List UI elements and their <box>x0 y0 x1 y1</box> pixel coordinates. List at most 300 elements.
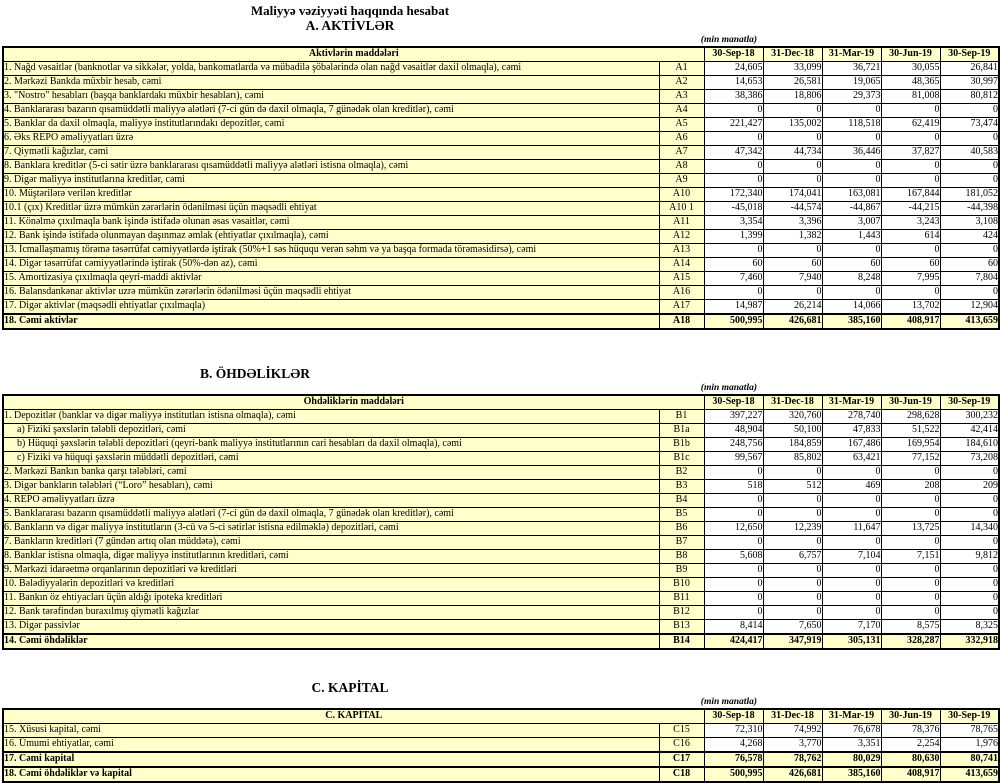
row-label: 16. Ümumi ehtiyatlar, cəmi <box>3 738 659 753</box>
value-cell: 328,287 <box>881 634 940 649</box>
value-cell: 278,740 <box>822 410 881 424</box>
value-cell: 0 <box>881 104 940 118</box>
table-row <box>3 634 999 649</box>
section-gap <box>0 650 1000 677</box>
value-cell: 167,844 <box>881 188 940 202</box>
value-cell: 37,827 <box>881 146 940 160</box>
value-cell: 80,741 <box>940 752 999 767</box>
value-cell: 80,630 <box>881 752 940 767</box>
liabilities-table <box>2 394 1000 650</box>
value-cell: -44,867 <box>822 202 881 216</box>
value-cell: 0 <box>704 494 763 508</box>
table-row <box>3 76 999 90</box>
value-cell: 62,419 <box>881 118 940 132</box>
date-column-header: 31-Mar-19 <box>822 395 881 410</box>
value-cell: 48,904 <box>704 424 763 438</box>
value-cell: 60 <box>881 258 940 272</box>
value-cell: 305,131 <box>822 634 881 649</box>
value-cell: 0 <box>881 494 940 508</box>
row-code: B7 <box>659 536 704 550</box>
value-cell: 60 <box>940 258 999 272</box>
row-label: 12. Bank tərəfindən buraxılmış qiymətli kağızlar <box>3 606 659 620</box>
row-code: A9 <box>659 174 704 188</box>
row-label: 14. Digər təsərrüfat cəmiyyətlərində iştirak (50%-dən az), cəmi <box>3 258 659 272</box>
items-column-header: Aktivlərin maddələri <box>3 47 704 62</box>
value-cell: 1,382 <box>763 230 822 244</box>
value-cell: 221,427 <box>704 118 763 132</box>
table-row <box>3 300 999 315</box>
date-column-header: 30-Sep-18 <box>704 47 763 62</box>
table-row <box>3 424 999 438</box>
value-cell: 0 <box>822 244 881 258</box>
row-label: 18. Cəmi öhdəliklər və kapital <box>3 767 659 782</box>
table-row <box>3 724 999 738</box>
table-row <box>3 508 999 522</box>
row-label: b) Hüquqi şəxslərin tələbli depozitləri (qeyri-bank maliyyə institutlarının cari hesabları da daxil olmaqla), cəmi <box>3 438 659 452</box>
value-cell: 0 <box>940 132 999 146</box>
value-cell: 74,992 <box>763 724 822 738</box>
value-cell: 12,650 <box>704 522 763 536</box>
value-cell: 0 <box>704 104 763 118</box>
row-label: 12. Bank işində istifadə olunmayan daşınmaz əmlak (ehtiyatlar çıxılmaqla), cəmi <box>3 230 659 244</box>
date-column-header: 30-Sep-19 <box>940 47 999 62</box>
date-column-header: 31-Mar-19 <box>822 709 881 724</box>
table-row <box>3 62 999 76</box>
row-label: 5. Banklararası bazarın qısamüddətli maliyyə alətləri (7-ci gün də daxil olmaqla, 7 günədək olan kreditlər), cəmi <box>3 508 659 522</box>
value-cell: 0 <box>704 174 763 188</box>
value-cell: 0 <box>822 564 881 578</box>
section-c-title-block <box>0 677 700 696</box>
value-cell: 0 <box>940 466 999 480</box>
value-cell: 80,812 <box>940 90 999 104</box>
value-cell: 512 <box>763 480 822 494</box>
value-cell: 0 <box>881 508 940 522</box>
row-label: 13. İcmallaşmamış törəmə təsərrüfat cəmiyyətlərdə iştirak (50%+1 səs hüququ verən səhm və ya başqa formada törəməsidirsə), cəmi <box>3 244 659 258</box>
value-cell: 0 <box>881 132 940 146</box>
row-label: 2. Mərkəzi Bankda müxbir hesab, cəmi <box>3 76 659 90</box>
value-cell: 0 <box>940 244 999 258</box>
value-cell: 0 <box>822 508 881 522</box>
value-cell: 0 <box>881 536 940 550</box>
value-cell: 6,757 <box>763 550 822 564</box>
row-label: 2. Mərkəzi Bankın banka qarşı tələbləri, cəmi <box>3 466 659 480</box>
value-cell: 99,567 <box>704 452 763 466</box>
table-row <box>3 578 999 592</box>
value-cell: 78,765 <box>940 724 999 738</box>
value-cell: 77,152 <box>881 452 940 466</box>
value-cell: 8,248 <box>822 272 881 286</box>
value-cell: 167,486 <box>822 438 881 452</box>
table-row <box>3 620 999 635</box>
value-cell: 169,954 <box>881 438 940 452</box>
row-label: 14. Cəmi öhdəliklər <box>3 634 659 649</box>
value-cell: 413,659 <box>940 767 999 782</box>
section-c-title: C. KAPİTAL <box>311 680 389 695</box>
value-cell: 385,160 <box>822 767 881 782</box>
value-cell: -45,018 <box>704 202 763 216</box>
value-cell: 0 <box>881 244 940 258</box>
value-cell: 0 <box>763 592 822 606</box>
value-cell: 12,239 <box>763 522 822 536</box>
value-cell: 0 <box>881 174 940 188</box>
value-cell: 0 <box>940 606 999 620</box>
value-cell: 248,756 <box>704 438 763 452</box>
table-row <box>3 202 999 216</box>
value-cell: 36,446 <box>822 146 881 160</box>
row-code: A1 <box>659 62 704 76</box>
date-column-header: 30-Sep-18 <box>704 395 763 410</box>
value-cell: 0 <box>940 578 999 592</box>
table-row <box>3 314 999 329</box>
table-row <box>3 216 999 230</box>
value-cell: 0 <box>704 466 763 480</box>
value-cell: 0 <box>940 508 999 522</box>
table-row <box>3 188 999 202</box>
value-cell: 469 <box>822 480 881 494</box>
value-cell: 518 <box>704 480 763 494</box>
value-cell: 0 <box>822 578 881 592</box>
value-cell: -44,574 <box>763 202 822 216</box>
value-cell: 3,243 <box>881 216 940 230</box>
value-cell: 3,007 <box>822 216 881 230</box>
items-column-header: Öhdəliklərin maddələri <box>3 395 704 410</box>
table-row <box>3 494 999 508</box>
row-code: A7 <box>659 146 704 160</box>
value-cell: 209 <box>940 480 999 494</box>
row-label: 9. Digər maliyyə institutlarına kreditlər, cəmi <box>3 174 659 188</box>
value-cell: 4,268 <box>704 738 763 753</box>
row-label: 17. Digər aktivlər (məqsədli ehtiyatlar çıxılmaqla) <box>3 300 659 315</box>
document-title: Maliyyə vəziyyəti haqqında hesabat <box>250 3 450 18</box>
unit-note-c: (min manatla) <box>700 697 757 707</box>
value-cell: 76,678 <box>822 724 881 738</box>
value-cell: 0 <box>763 160 822 174</box>
date-column-header: 31-Mar-19 <box>822 47 881 62</box>
value-cell: 0 <box>704 160 763 174</box>
value-cell: 14,653 <box>704 76 763 90</box>
value-cell: 0 <box>881 286 940 300</box>
row-code: B14 <box>659 634 704 649</box>
value-cell: 397,227 <box>704 410 763 424</box>
row-code: B3 <box>659 480 704 494</box>
row-code: B9 <box>659 564 704 578</box>
row-code: B2 <box>659 466 704 480</box>
table-row <box>3 480 999 494</box>
date-column-header: 31-Dec-18 <box>763 395 822 410</box>
row-code: A15 <box>659 272 704 286</box>
date-column-header: 31-Dec-18 <box>763 47 822 62</box>
section-a-title: A. AKTİVLƏR <box>305 18 395 33</box>
row-code: B11 <box>659 592 704 606</box>
section-b-title: B. ÖHDƏLİKLƏR <box>200 366 310 381</box>
row-label: 11. Könəlmə çıxılmaqla bank işində istifadə olunan əsas vəsaitlər, cəmi <box>3 216 659 230</box>
value-cell: 0 <box>881 606 940 620</box>
value-cell: 14,066 <box>822 300 881 315</box>
value-cell: 30,055 <box>881 62 940 76</box>
value-cell: 0 <box>763 104 822 118</box>
value-cell: 30,997 <box>940 76 999 90</box>
value-cell: 24,605 <box>704 62 763 76</box>
table-row <box>3 564 999 578</box>
row-code: B1c <box>659 452 704 466</box>
value-cell: 163,081 <box>822 188 881 202</box>
value-cell: 7,804 <box>940 272 999 286</box>
table-row <box>3 286 999 300</box>
value-cell: 81,008 <box>881 90 940 104</box>
value-cell: 2,254 <box>881 738 940 753</box>
row-label: 6. Bankların və digər maliyyə institutların (3-cü və 5-ci sətirlər istisna edilməklə) depozitləri, cəmi <box>3 522 659 536</box>
value-cell: 33,099 <box>763 62 822 76</box>
value-cell: 26,214 <box>763 300 822 315</box>
value-cell: 0 <box>940 286 999 300</box>
row-label: 8. Banklara kreditlər (5-ci sətir üzrə banklararası qısamüddətli maliyyə alətləri istisna olmaqla), cəmi <box>3 160 659 174</box>
row-label: 3. Digər bankların tələbləri (“Loro” hesabları), cəmi <box>3 480 659 494</box>
row-label: 18. Cəmi aktivlər <box>3 314 659 329</box>
assets-table <box>2 46 1000 330</box>
value-cell: 73,208 <box>940 452 999 466</box>
table-row <box>3 146 999 160</box>
row-label: 4. Banklararası bazarın qısamüddətli maliyyə alətləri (7-ci gün də daxil olmaqla, 7 günədək olan kreditlər), cəmi <box>3 104 659 118</box>
row-code: A10 <box>659 188 704 202</box>
value-cell: 0 <box>763 606 822 620</box>
value-cell: 36,721 <box>822 62 881 76</box>
row-code: B10 <box>659 578 704 592</box>
row-code: A17 <box>659 300 704 315</box>
row-code: A2 <box>659 76 704 90</box>
value-cell: 50,100 <box>763 424 822 438</box>
value-cell: 0 <box>704 564 763 578</box>
row-code: A4 <box>659 104 704 118</box>
value-cell: 0 <box>822 494 881 508</box>
value-cell: 298,628 <box>881 410 940 424</box>
value-cell: 0 <box>763 508 822 522</box>
row-label: 3. "Nostro" hesabları (başqa banklardakı müxbir hesabları), cəmi <box>3 90 659 104</box>
value-cell: 0 <box>881 578 940 592</box>
value-cell: 174,041 <box>763 188 822 202</box>
value-cell: 47,833 <box>822 424 881 438</box>
row-label: 15. Amortizasiya çıxılmaqla qeyri-maddi aktivlər <box>3 272 659 286</box>
value-cell: 14,340 <box>940 522 999 536</box>
value-cell: 0 <box>940 174 999 188</box>
value-cell: 413,659 <box>940 314 999 329</box>
value-cell: 500,995 <box>704 767 763 782</box>
value-cell: 7,151 <box>881 550 940 564</box>
value-cell: 385,160 <box>822 314 881 329</box>
row-label: 4. REPO əməliyyatları üzrə <box>3 494 659 508</box>
value-cell: 9,812 <box>940 550 999 564</box>
row-code: B1b <box>659 438 704 452</box>
value-cell: 5,608 <box>704 550 763 564</box>
value-cell: 7,460 <box>704 272 763 286</box>
table-row <box>3 522 999 536</box>
row-label: 5. Banklar da daxil olmaqla, maliyyə institutlarındakı depozitlər, cəmi <box>3 118 659 132</box>
row-label: 11. Bankın öz ehtiyacları üçün aldığı ipoteka kreditləri <box>3 592 659 606</box>
value-cell: 0 <box>763 174 822 188</box>
value-cell: 48,365 <box>881 76 940 90</box>
table-row <box>3 230 999 244</box>
row-label: 7. Qiymətli kağızlar, cəmi <box>3 146 659 160</box>
row-label: 9. Mərkəzi idarəetmə orqanlarının depozitləri və kreditləri <box>3 564 659 578</box>
row-code: B13 <box>659 620 704 635</box>
value-cell: 0 <box>822 174 881 188</box>
value-cell: 0 <box>704 132 763 146</box>
row-label: 1. Nağd vəsaitlər (banknotlar və sikkələr, yolda, bankomatlarda və mübadilə şöbələrində olan nağd vəsaitlər daxil olmaqla), cəmi <box>3 62 659 76</box>
row-label: c) Fiziki və hüquqi şəxslərin müddətli depozitləri, cəmi <box>3 452 659 466</box>
value-cell: 51,522 <box>881 424 940 438</box>
value-cell: 0 <box>822 466 881 480</box>
value-cell: 0 <box>881 564 940 578</box>
value-cell: 347,919 <box>763 634 822 649</box>
row-code: A13 <box>659 244 704 258</box>
table-row <box>3 536 999 550</box>
value-cell: 0 <box>940 564 999 578</box>
value-cell: 29,373 <box>822 90 881 104</box>
table-row <box>3 272 999 286</box>
value-cell: 0 <box>704 536 763 550</box>
value-cell: 118,518 <box>822 118 881 132</box>
date-column-header: 30-Jun-19 <box>881 395 940 410</box>
table-row <box>3 258 999 272</box>
date-column-header: 30-Sep-19 <box>940 395 999 410</box>
row-label: 10.1 (çıx) Kreditlər üzrə mümkün zərərlərin ödənilməsi üçün məqsədli ehtiyat <box>3 202 659 216</box>
row-code: A18 <box>659 314 704 329</box>
value-cell: 18,806 <box>763 90 822 104</box>
value-cell: 60 <box>704 258 763 272</box>
value-cell: 0 <box>881 592 940 606</box>
value-cell: 0 <box>822 104 881 118</box>
value-cell: 40,583 <box>940 146 999 160</box>
value-cell: 0 <box>763 132 822 146</box>
row-label: 10. Bələdiyyələrin depozitləri və kreditləri <box>3 578 659 592</box>
row-code: A11 <box>659 216 704 230</box>
value-cell: 0 <box>940 160 999 174</box>
value-cell: 332,918 <box>940 634 999 649</box>
value-cell: 0 <box>822 286 881 300</box>
table-header-row <box>3 395 999 410</box>
row-label: 1. Depozitlər (banklar və digər maliyyə institutları istisna olmaqla), cəmi <box>3 410 659 424</box>
date-column-header: 30-Jun-19 <box>881 47 940 62</box>
value-cell: 0 <box>940 536 999 550</box>
table-row <box>3 132 999 146</box>
table-header-row <box>3 709 999 724</box>
row-code: C15 <box>659 724 704 738</box>
date-column-header: 30-Sep-19 <box>940 709 999 724</box>
row-code: B5 <box>659 508 704 522</box>
row-code: A6 <box>659 132 704 146</box>
value-cell: 44,734 <box>763 146 822 160</box>
section-b-title-block <box>0 363 700 382</box>
value-cell: 3,396 <box>763 216 822 230</box>
value-cell: 7,940 <box>763 272 822 286</box>
row-label: 6. Əks REPO əməliyyatları üzrə <box>3 132 659 146</box>
value-cell: 26,841 <box>940 62 999 76</box>
value-cell: 42,414 <box>940 424 999 438</box>
value-cell: 3,770 <box>763 738 822 753</box>
value-cell: 135,002 <box>763 118 822 132</box>
row-label: 13. Digər passivlər <box>3 620 659 635</box>
value-cell: 0 <box>940 104 999 118</box>
value-cell: 63,421 <box>822 452 881 466</box>
row-code: A3 <box>659 90 704 104</box>
value-cell: 0 <box>704 606 763 620</box>
value-cell: 184,610 <box>940 438 999 452</box>
table-row <box>3 90 999 104</box>
table-row <box>3 174 999 188</box>
value-cell: 78,762 <box>763 752 822 767</box>
value-cell: 80,029 <box>822 752 881 767</box>
value-cell: 7,995 <box>881 272 940 286</box>
table-row <box>3 606 999 620</box>
date-column-header: 30-Jun-19 <box>881 709 940 724</box>
row-code: B12 <box>659 606 704 620</box>
value-cell: 13,725 <box>881 522 940 536</box>
table-row <box>3 118 999 132</box>
value-cell: 614 <box>881 230 940 244</box>
value-cell: 0 <box>704 578 763 592</box>
value-cell: 0 <box>940 592 999 606</box>
value-cell: 14,987 <box>704 300 763 315</box>
value-cell: 0 <box>763 578 822 592</box>
row-label: 8. Banklar istisna olmaqla, digər maliyyə institutlarının kreditləri, cəmi <box>3 550 659 564</box>
value-cell: 19,065 <box>822 76 881 90</box>
value-cell: 0 <box>822 132 881 146</box>
row-code: A8 <box>659 160 704 174</box>
date-column-header: 31-Dec-18 <box>763 709 822 724</box>
row-label: 16. Balansdankənar aktivlər uzrə mümkün zərərlərin ödənilməsi üçün məqsədli ehtiyat <box>3 286 659 300</box>
table-row <box>3 244 999 258</box>
value-cell: 424 <box>940 230 999 244</box>
value-cell: 72,310 <box>704 724 763 738</box>
table-row <box>3 160 999 174</box>
unit-note-a: (min manatla) <box>700 35 757 45</box>
value-cell: 7,650 <box>763 620 822 635</box>
row-label: a) Fiziki şəxslərin tələbli depozitləri, cəmi <box>3 424 659 438</box>
value-cell: 0 <box>704 592 763 606</box>
value-cell: 426,681 <box>763 767 822 782</box>
table-row <box>3 767 999 782</box>
value-cell: 1,443 <box>822 230 881 244</box>
value-cell: 7,104 <box>822 550 881 564</box>
value-cell: 38,386 <box>704 90 763 104</box>
value-cell: 8,575 <box>881 620 940 635</box>
value-cell: 0 <box>763 564 822 578</box>
value-cell: 426,681 <box>763 314 822 329</box>
value-cell: 408,917 <box>881 767 940 782</box>
value-cell: 172,340 <box>704 188 763 202</box>
value-cell: 60 <box>763 258 822 272</box>
value-cell: 12,904 <box>940 300 999 315</box>
table-row <box>3 592 999 606</box>
value-cell: 0 <box>881 466 940 480</box>
value-cell: 0 <box>822 592 881 606</box>
value-cell: 8,414 <box>704 620 763 635</box>
value-cell: 208 <box>881 480 940 494</box>
date-column-header: 30-Sep-18 <box>704 709 763 724</box>
value-cell: 0 <box>822 536 881 550</box>
value-cell: 0 <box>763 536 822 550</box>
value-cell: 13,702 <box>881 300 940 315</box>
value-cell: 0 <box>763 244 822 258</box>
value-cell: 3,108 <box>940 216 999 230</box>
row-code: A14 <box>659 258 704 272</box>
value-cell: 47,342 <box>704 146 763 160</box>
table-row <box>3 438 999 452</box>
title-block <box>0 0 700 34</box>
unit-note-b: (min manatla) <box>700 383 757 393</box>
value-cell: 1,399 <box>704 230 763 244</box>
value-cell: 3,354 <box>704 216 763 230</box>
value-cell: 0 <box>704 508 763 522</box>
